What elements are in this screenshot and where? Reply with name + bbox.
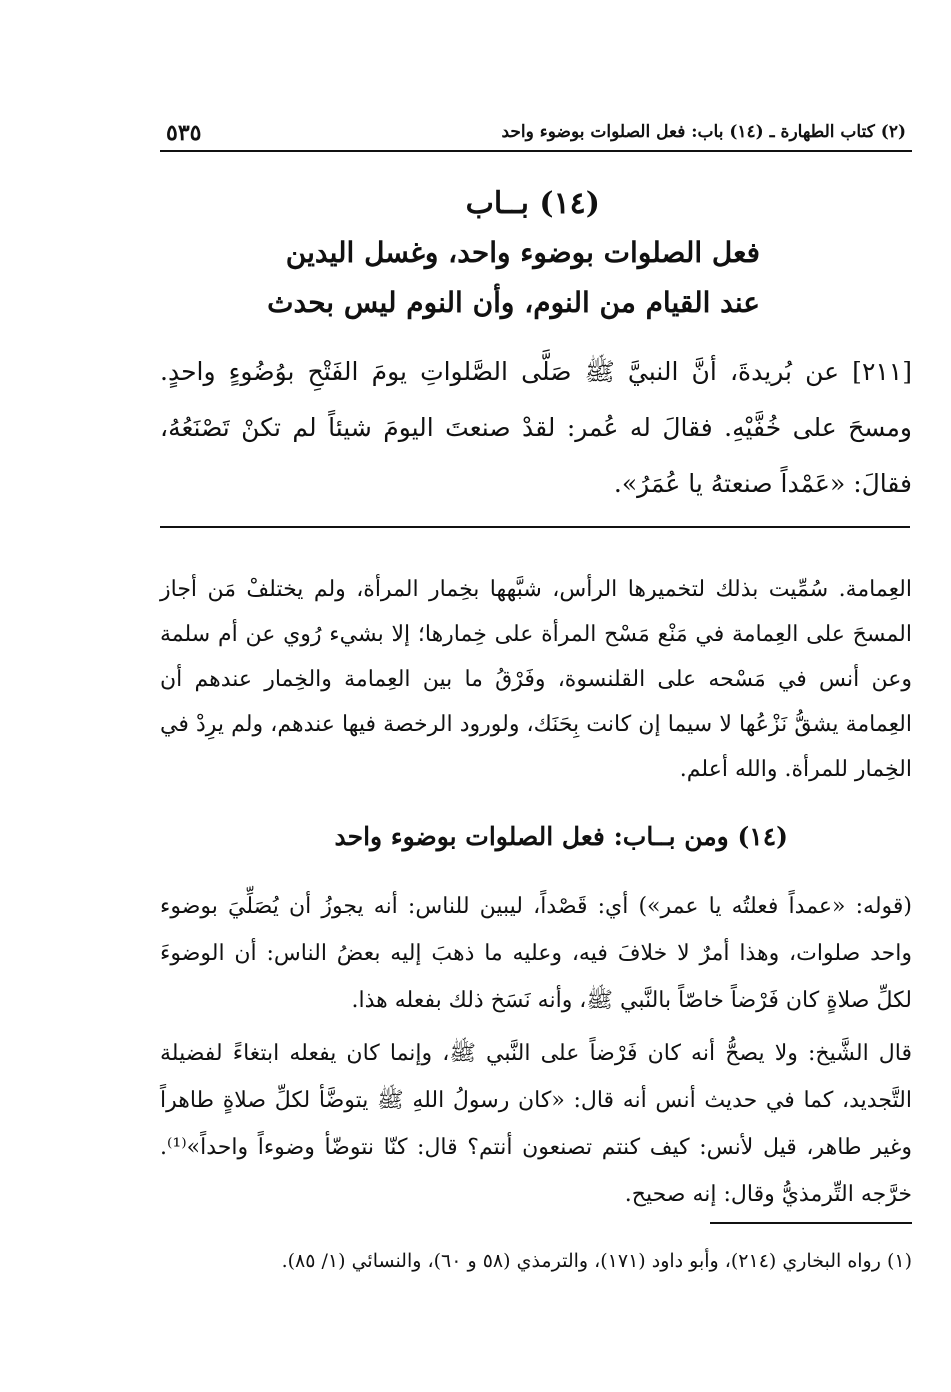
section-sub-heading: (١٤) ومن بــاب: فعل الصلوات بوضوء واحد bbox=[334, 822, 788, 851]
chapter-title-line-2: عند القيام من النوم، وأن النوم ليس بحدث bbox=[267, 286, 760, 319]
chapter-number: (١٤) بــاب bbox=[465, 186, 600, 221]
footnote: (١) رواه البخاري (٢١٤)، وأبو داود (١٧١)، والترمذي (٥٨ و ٦٠)، والنسائي (١/ ٨٥). bbox=[281, 1250, 912, 1272]
running-title: (٢) كتاب الطهارة ـ (١٤) باب: فعل الصلوات بوضوء واحد bbox=[501, 122, 906, 142]
paragraph-2: قال الشَّيخ: ولا يصحُّ أنه كان فَرْضاً على النَّبي ﷺ، وإنما كان يفعله ابتغاءً لفضيلة التَّجديد، كما في حديث أنس أنه قال: «كان رسولُ اللهِ ﷺ يتوضَّأ لكلِّ صلاةٍ طاهراً وغير طاهر، قيل لأنس: كيف كنتم تصنعون أنتم؟ قال: كنّا نتوضّأ وضوءاً واحداً»⁽¹⁾. خرَّجه التِّرمذيُّ وقال: إنه صحيح. bbox=[160, 1041, 912, 1207]
commentary-text: العِمامة. سُمِّيت بذلك لتخميرها الرأس، شبَّهها بخِمار المرأة، ولم يختلفْ مَن أجاز المسحَ على العِمامة في مَنْع مَسْح المرأة على خِمارها؛ إلا بشيء رُوي عن أم سلمة وعن أنس في مَسْحه على القلنسوة، وفَرْقُ ما بين العِمامة والخِمار عندهم أن العِمامة يشقُّ نَزْعُها لا سيما إن كانت بِحَنَك، ولورود الرخصة فيها عندهم، ولم يرِدْ في الخِمار للمرأة. والله أعلم. bbox=[160, 577, 912, 782]
hadith-text: [٢١١] عن بُريدةَ، أنَّ النبيَّ ﷺ صَلَّى الصَّلواتِ يومَ الفَتْحِ بوُضُوءٍ واحدٍ. ومسحَ على خُفَّيْهِ. فقالَ له عُمر: لقدْ صنعتَ اليومَ شيئاً لم تكنْ تَصْنَعُهُ، فقالَ: «عَمْداً صنعتهُ يا عُمَرُ». bbox=[160, 357, 912, 498]
footnote-divider bbox=[710, 1222, 912, 1224]
section-divider bbox=[160, 526, 910, 528]
paragraph-1: (قوله: «عمداً فعلتُه يا عمر») أي: قَصْداً، ليبين للناس: أنه يجوزُ أن يُصَلِّيَ بوضوء واحد صلوات، وهذا أمرٌ لا خلافَ فيه، وعليه ما ذهبَ إليه بعضُ الناس: أن الوضوءَ لكلِّ صلاةٍ كان فَرْضاً خاصّاً بالنَّبي ﷺ، وأنه نَسَخ ذلك بفعله هذا. bbox=[160, 894, 913, 1013]
page-number: ٥٣٥ bbox=[166, 120, 202, 146]
chapter-title-line-1: فعل الصلوات بوضوء واحد، وغسل اليدين bbox=[285, 236, 760, 269]
running-header bbox=[160, 118, 912, 152]
